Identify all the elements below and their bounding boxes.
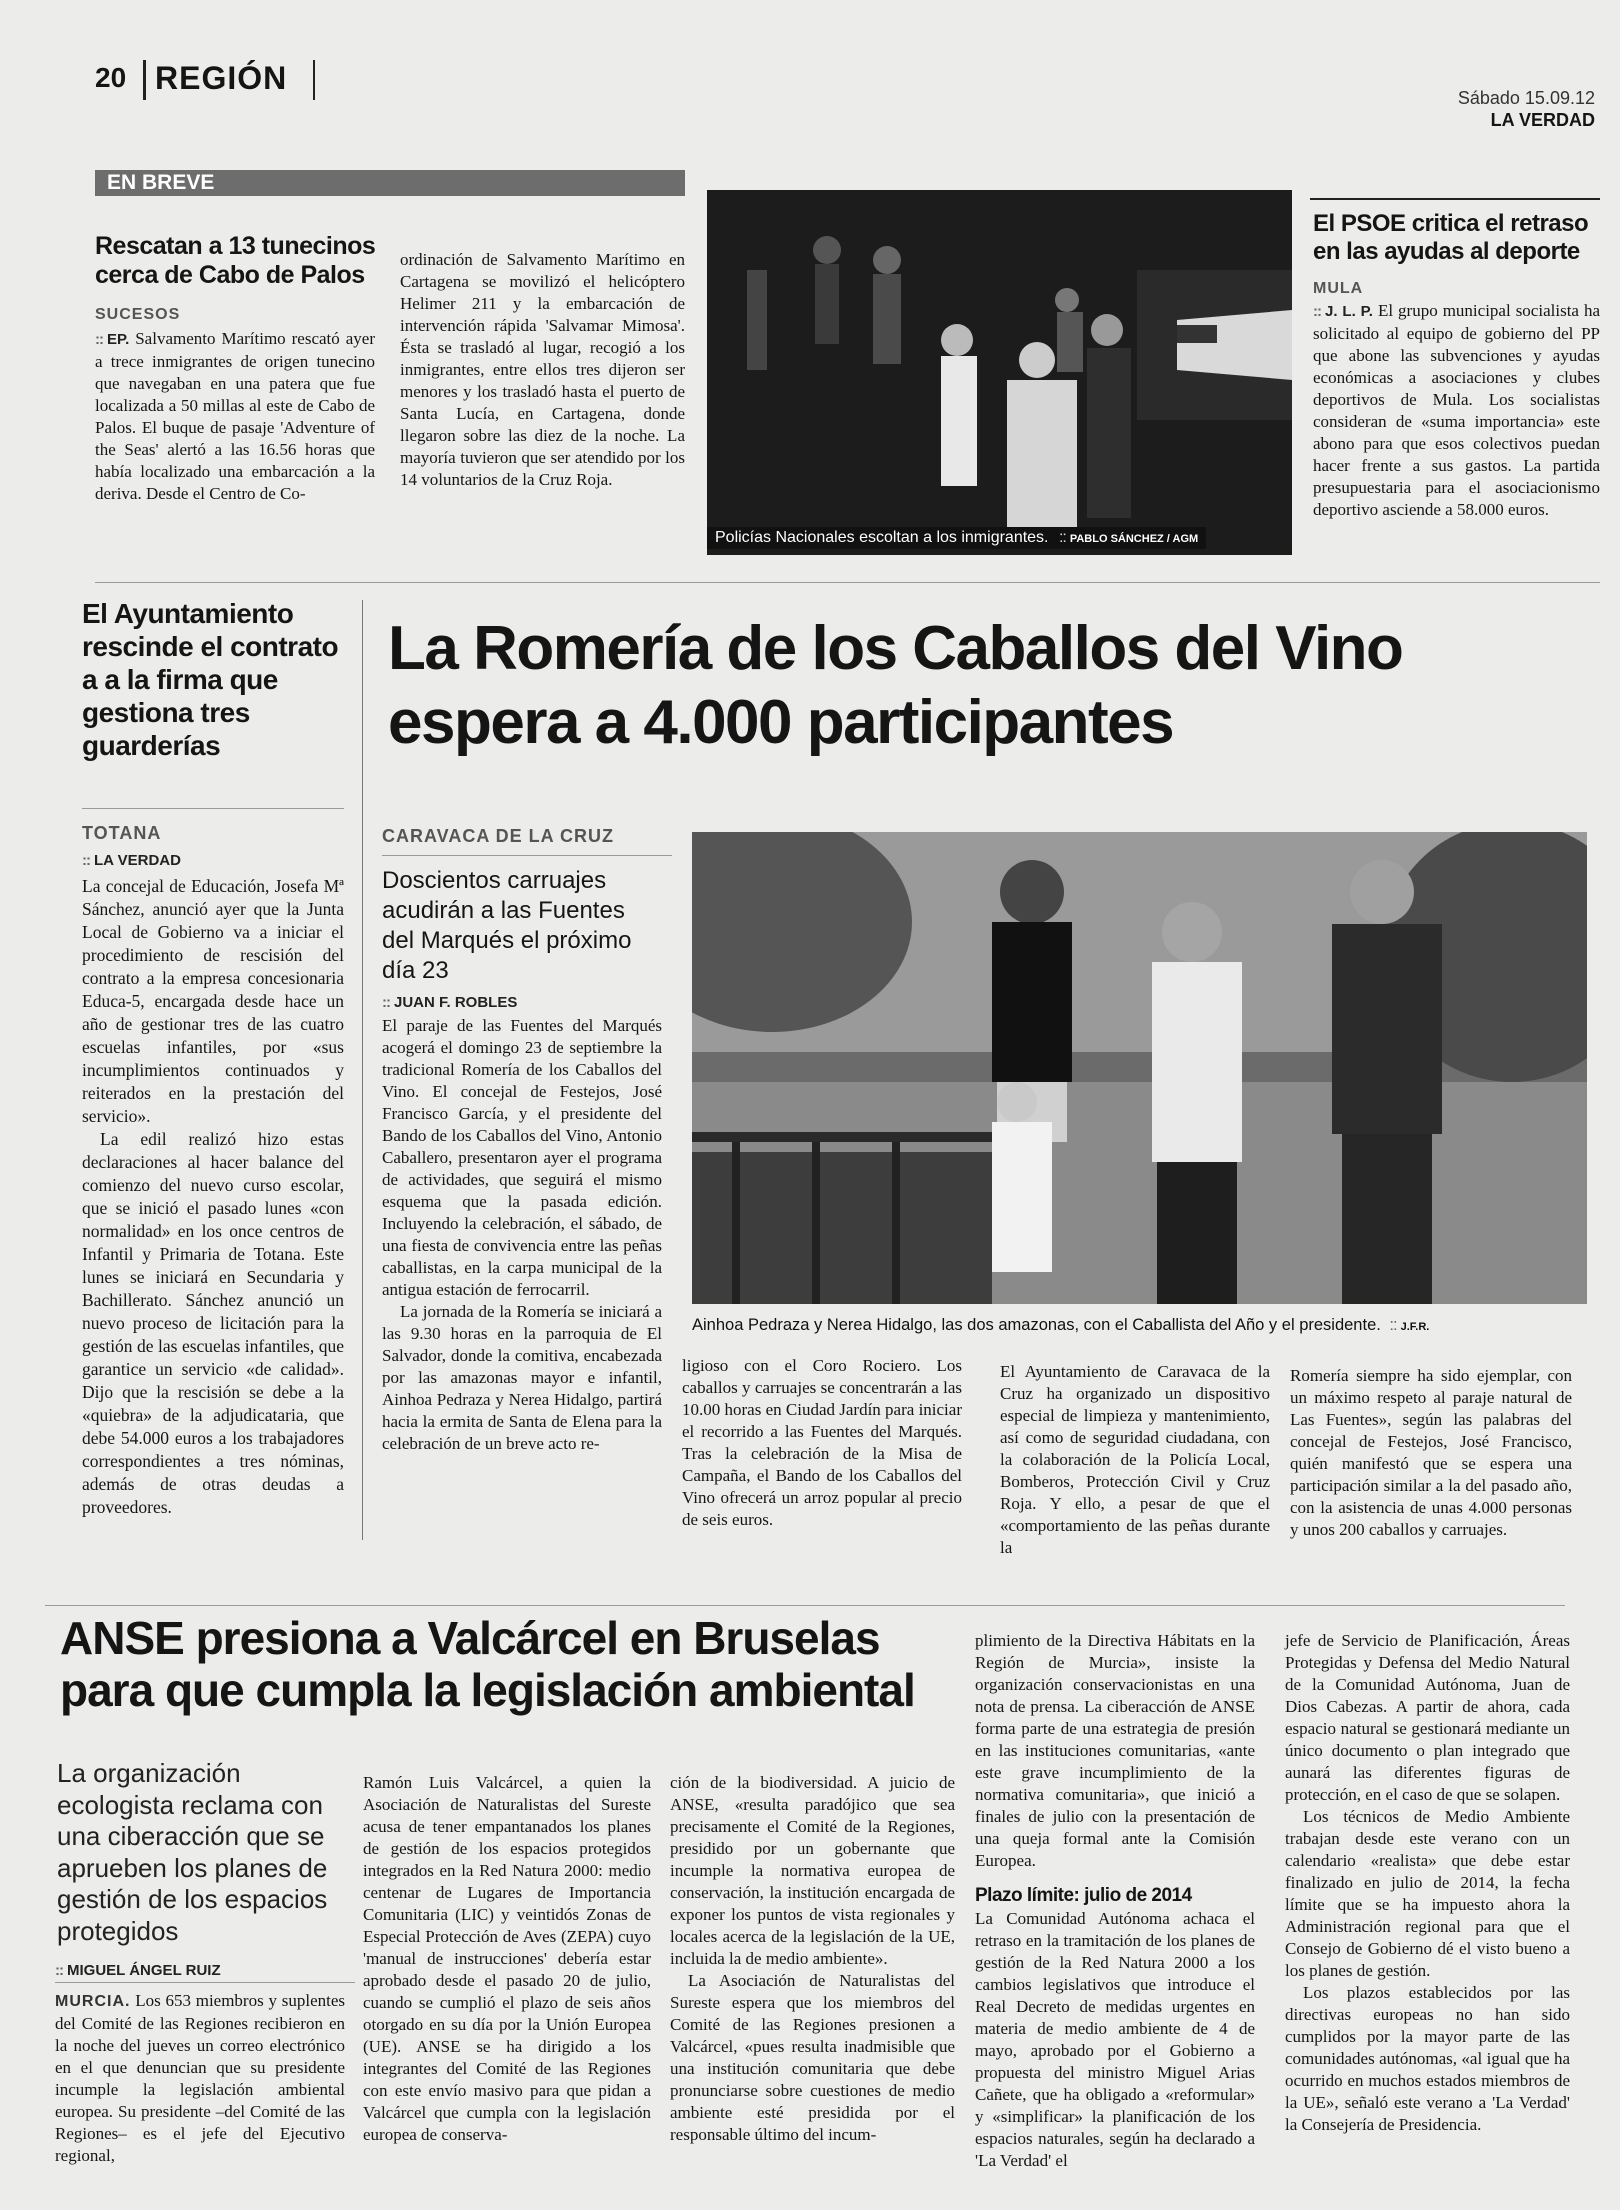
romeria-col1 — [382, 1015, 662, 1455]
psoe-top-rule — [1310, 198, 1600, 200]
anse-col1-text: Los 653 miembros y suplentes del Comité de las Regiones recibieron en la noche del jueves un correo electrónico en el que denuncian que su presidente incumple la legislación ambiental europea. Su presidente –del Comité de las Regiones– es el jefe del Ejecutivo regional, — [55, 1991, 346, 2165]
brief-tunecinos-col1 — [95, 328, 375, 505]
romeria-intro — [382, 826, 677, 1455]
romeria-col1-paragraph-2: La jornada de la Romería se iniciará a las 9.30 horas en la parroquia de El Salvador, donde la comitiva, encabezada por las amazonas mayor e infantil, Ainhoa Pedraza y Nerea Hidalgo, partirá hacia la ermita de Santa de Elena para la celebración de un breve acto re- — [382, 1302, 662, 1453]
totana-body — [82, 875, 344, 1519]
credit-bullet: :: — [1058, 529, 1066, 546]
anse-subhead: Plazo límite: julio de 2014 — [975, 1885, 1192, 1906]
byline-bullet: :: — [82, 852, 90, 869]
romeria-headline-line-1: La Romería de los Caballos del Vino — [388, 614, 1403, 683]
romeria-headline — [388, 612, 1608, 760]
totana-title: El Ayuntamiento rescinde el contrato a a la firma que gestiona tres guarderías — [82, 598, 339, 761]
brief-psoe-body — [1313, 300, 1600, 521]
middle-section-rule — [45, 1605, 1565, 1606]
brief-psoe-author: J. L. P. — [1325, 303, 1373, 320]
photo-amazonas — [692, 832, 1587, 1304]
brief-tunecinos-author: EP. — [107, 331, 130, 348]
totana-column-rule — [362, 600, 363, 1540]
en-breve-bar — [95, 170, 685, 196]
section-title: REGIÓN — [155, 60, 288, 96]
page-header — [95, 58, 1595, 130]
anse-lede: La organización ecologista reclama con una ciberacción que se aprueben los planes de gestión de los espacios protegidos — [57, 1758, 328, 1946]
anse-headline-line-1: ANSE presiona a Valcárcel en Bruselas — [60, 1612, 880, 1664]
romeria-subtitle: Doscientos carruajes acudirán a las Fuentes del Marqués el próximo día 23 — [382, 867, 632, 984]
anse-col1 — [55, 1990, 345, 2167]
photo-inmigrantes — [707, 190, 1292, 555]
brief-psoe-title: El PSOE critica el retraso en las ayudas al deporte — [1313, 210, 1589, 265]
romeria-section-rule — [382, 855, 672, 856]
byline-bullet: :: — [1313, 303, 1321, 320]
anse-col5-paragraph-3: Los plazos establecidos por las directivas europeas no han sido cumplidos por la mayor parte de las comunidades autónomas, «al igual que ha ocurrido en muchos estados miembros de la UE», señaló este verano a 'La Verdad' la Consejería de Presidencia. — [1285, 1983, 1570, 2134]
totana-paragraph-2: La edil realizó hizo estas declaraciones al hacer balance del comienzo del nuevo curso escolar, que se inició el pasado lunes «con normalidad» en los once centros de Infantil y Primaria de Totana. Este lunes se iniciará en Secundaria y Bachillerato. Sánchez anunció un nuevo proceso de licitación para la gestión de las escuelas infantiles, que garantice un servicio «de calidad». Dijo que la rescisión se debe a la «quiebra» de la adjudicataria, que debe 54.000 euros a los trabajadores correspondientes a tres nóminas, además de otras deudas a proveedores. — [82, 1129, 344, 1517]
brief-psoe-author-line — [1313, 303, 1373, 320]
totana-author: LA VERDAD — [94, 852, 181, 869]
header-date: Sábado 15.09.12 — [1457, 88, 1595, 108]
brief-tunecinos — [95, 232, 690, 542]
brief-tunecinos-section: SUCESOS — [95, 306, 181, 323]
totana-paragraph-1: La concejal de Educación, Josefa Mª Sánchez, anunció ayer que la Junta Local de Gobierno va a iniciar el procedimiento de rescisión del contrato a la empresa concesionaria Educa-5, encargada desde hace un año de gestionar tres de las cuatro escuelas infantiles, por «sus incumplimientos continuados y reiterados en la prestación del servicio». — [82, 876, 344, 1126]
brief-psoe-text: El grupo municipal socialista ha solicitado al equipo de gobierno del PP que abone las subvenciones y ayudas económicas a asociaciones y clubes deportivos de Mula. Los socialistas consideran de «suma importancia» este abono para que esos colectivos puedan hacer frente a sus gastos. La partida presupuestaria para el asociacionismo deportivo asciende a 58.000 euros. — [1313, 301, 1601, 519]
romeria-author: JUAN F. ROBLES — [394, 994, 518, 1011]
brief-tunecinos-author-line — [95, 331, 129, 348]
brief-psoe — [1313, 210, 1600, 521]
newspaper-name: LA VERDAD — [1490, 110, 1595, 130]
photo-amazonas-credit: J.F.R. — [1400, 1321, 1430, 1333]
romeria-col3: El Ayuntamiento de Caravaca de la Cruz ha organizado un dispositivo especial de limpieza y mantenimiento, así como de seguridad ciudadana, con la colaboración de la Policía Local, Bomberos, Protección Civil y Cruz Roja. Y ello, a pesar de que el «comportamiento de las peñas durante la — [1000, 1362, 1270, 1557]
anse-col5 — [1285, 1630, 1570, 2136]
anse-byline-rule — [55, 1982, 355, 1983]
anse-author: MIGUEL ÁNGEL RUIZ — [67, 1962, 221, 1979]
photo-inmigrantes-image — [707, 190, 1292, 555]
photo-inmigrantes-caption: Policías Nacionales escoltan a los inmigrantes. — [715, 529, 1049, 546]
romeria-headline-line-2: espera a 4.000 participantes — [388, 688, 1174, 757]
header-divider — [143, 60, 146, 100]
anse-dateline: MURCIA. — [55, 1993, 131, 2010]
brief-psoe-section: MULA — [1313, 280, 1364, 297]
anse-col3-paragraph-2: La Asociación de Naturalistas del Sureste espera que los miembros del Comité de las Regiones presionen a Valcárcel, «pues resulta inadmisible que una institución comunitaria que debe pronunciarse sobre cuestiones de medio ambiente esté presidida por el responsable último del incum- — [670, 1971, 955, 2144]
photo-inmigrantes-caption-bar — [707, 527, 1206, 549]
totana-section: TOTANA — [82, 823, 162, 843]
brief-tunecinos-title: Rescatan a 13 tunecinos cerca de Cabo de Palos — [95, 232, 376, 289]
anse-col3-paragraph-1: ción de la biodiversidad. A juicio de ANSE, «resulta paradójico que sea precisamente el Comité de la Regiones, presidido por un gobernante que incumple la normativa europea de conservación, la institución encargada de exponer los puntos de vista regionales y locales acerca de la legislación de la UE, incluida la de medio ambiente». — [670, 1773, 955, 1968]
anse-col4 — [975, 1630, 1255, 2172]
anse-col4-bottom: La Comunidad Autónoma achaca el retraso en la tramitación de los planes de gestión de la Red Natura 2000 a los cambios legislativos que introduce el Real Decreto de medidas urgentes en materia de medio ambiente de 4 de mayo, aprobado por el Gobierno a propuesta del ministro Miguel Arias Cañete, que ha obligado a «reformular» y «simplificar» la planificación de los espacios naturales, según ha declarado a 'La Verdad' el — [975, 1909, 1255, 2170]
anse-headline-line-2: para que cumpla la legislación ambiental — [60, 1664, 915, 1716]
article-totana — [82, 597, 344, 1519]
anse-col3 — [670, 1772, 955, 2146]
anse-headline — [60, 1612, 1060, 1716]
photo-amazonas-caption: Ainhoa Pedraza y Nerea Hidalgo, las dos amazonas, con el Caballista del Año y el presidente. — [692, 1316, 1381, 1334]
en-breve-label: EN BREVE — [107, 171, 215, 194]
brief-tunecinos-col1-text: Salvamento Marítimo rescató ayer a trece inmigrantes de origen tunecino que navegaban en una patera que fue localizada a 50 millas al este de Cabo de Palos. El buque de pasaje 'Adventure of the Seas' alertó a las 16.56 horas que había localizado una embarcación a la deriva. Desde el Centro de Co- — [95, 329, 375, 503]
upper-section-rule — [95, 582, 1600, 583]
brief-tunecinos-col2: ordinación de Salvamento Marítimo en Cartagena se movilizó el helicóptero Helimer 211 y la embarcación de intervención rápida 'Salvamar Mimosa'. Ésta se trasladó al lugar, recogió a los inmigrantes, entre ellos tres dijeron ser menores y los trasladó hasta el puerto de Santa Lucía, en Cartagena, donde llegaron sobre las diez de la noche. La mayoría tuvieron que ser atendido por los 14 voluntarios de la Cruz Roja. — [400, 250, 685, 489]
totana-rule — [82, 808, 344, 809]
photo-amazonas-image — [692, 832, 1587, 1304]
romeria-col2: ligioso con el Coro Rociero. Los caballos y carruajes se concentrarán a las 10.00 horas en Ciudad Jardín para iniciar el recorrido a las Fuentes del Marqués. Tras la celebración de la Misa de Campaña, el Bando de los Caballos del Vino ofrecerá un arroz popular al precio de seis euros. — [682, 1356, 962, 1529]
romeria-byline — [382, 994, 677, 1011]
romeria-col4: Romería siempre ha sido ejemplar, con un máximo respeto al paraje natural de Las Fuentes», según las palabras del concejal de Festejos, José Francisco, quién manifestó que se espera una participación similar a la del pasado año, con la asistencia de unas 4.000 personas y unos 200 caballos y carruajes. — [1290, 1366, 1572, 1539]
photo-amazonas-caption-line — [692, 1316, 1592, 1335]
anse-col4-top: plimiento de la Directiva Hábitats en la Región de Murcia», insiste la organización conservacionistas en una nota de prensa. La ciberacción de ANSE forma parte de una estrategia de presión en las instituciones comunitarias, «ante este grave incumplimiento de la normativa comunitaria», que inició a finales de julio con la presentación de una queja formal ante la Comisión Europea. — [975, 1631, 1255, 1870]
page-number: 20 — [95, 62, 127, 93]
anse-col5-paragraph-1: jefe de Servicio de Planificación, Áreas Protegidas y Defensa del Medio Natural de la Comunidad Autónoma, Juan de Dios Cabezas. A partir de ahora, cada espacio natural se gestionará mediante un único documento o plan integrado que aunará las diferentes figuras de protección, en el caso de que se solapen. — [1285, 1631, 1570, 1804]
credit-bullet: :: — [1389, 1316, 1397, 1334]
byline-bullet: :: — [382, 994, 390, 1011]
romeria-section: CARAVACA DE LA CRUZ — [382, 826, 614, 846]
totana-byline — [82, 852, 344, 869]
anse-col5-paragraph-2: Los técnicos de Medio Ambiente trabajan desde este verano con un calendario «realista» que debe estar finalizado en julio de 2014, la fecha límite que se ha impuesto ahora la Administración regional para que el Consejo de Gobierno dé el visto bueno a los planes de gestión. — [1285, 1807, 1570, 1980]
anse-col2: Ramón Luis Valcárcel, a quien la Asociación de Naturalistas del Sureste acusa de tener empantanados los planes de gestión de los espacios protegidos integrados en la Red Natura 2000: medio centenar de Lugares de Importancia Comunitaria (LIC) y veintidós Zonas de Especial Protección de Aves (ZEPA) cuyo 'manual de instrucciones' debería estar aprobado desde el pasado 20 de julio, cuando se cumplió el plazo de seis años otorgado en su día por la Unión Europea (UE). ANSE se ha dirigido a los integrantes del Comité de las Regiones con este envío masivo para que pidan a Valcárcel que cumpla con la legislación europea de conserva- — [363, 1773, 651, 2144]
photo-inmigrantes-credit: PABLO SÁNCHEZ / AGM — [1069, 533, 1199, 545]
anse-byline — [55, 1962, 355, 1979]
byline-bullet: :: — [95, 331, 103, 348]
header-divider-2 — [313, 60, 315, 100]
byline-bullet: :: — [55, 1962, 63, 1979]
romeria-col1-paragraph-1: El paraje de las Fuentes del Marqués acogerá el domingo 23 de septiembre la tradicional Romería de los Caballos del Vino. El concejal de Festejos, José Francisco García, y el presidente del Bando de los Caballos del Vino, Antonio Caballero, presentaron ayer el programa de actividades, que seguirá el mismo esquema que la pasada edición. Incluyendo la celebración, el sábado, de una fiesta de convivencia entre las peñas caballistas, en la carpa municipal de la antigua estación de ferrocarril. — [382, 1016, 662, 1299]
